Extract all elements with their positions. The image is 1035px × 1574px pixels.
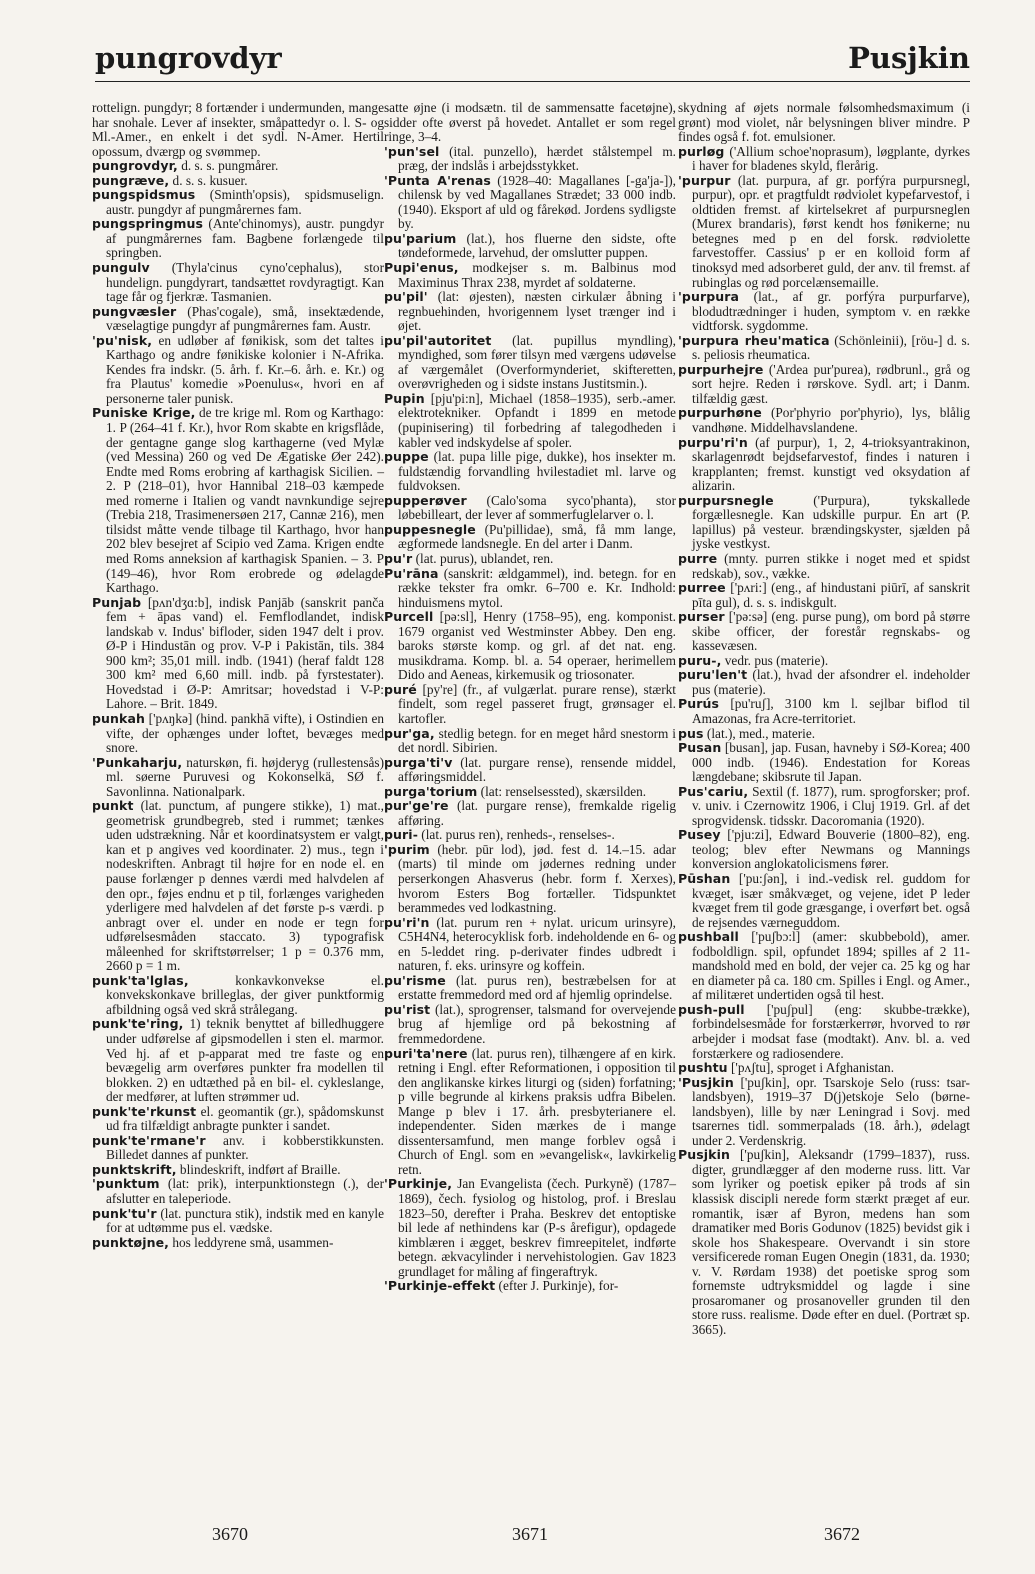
dictionary-entry bbox=[384, 974, 676, 1003]
entry-text: anv. i kobberstikkunsten. Billedet dannes af punkter. bbox=[106, 1132, 384, 1163]
dictionary-entry bbox=[92, 1105, 384, 1134]
entry-headword: purga'ti'v bbox=[384, 754, 453, 770]
entry-headword: Purús bbox=[678, 696, 720, 712]
dictionary-entry bbox=[92, 1207, 384, 1236]
entry-text: (lat: renselsessted), skærsilden. bbox=[477, 783, 647, 799]
entry-text: (lat. purgare rense), rensende middel, afføringsmiddel. bbox=[398, 754, 676, 785]
entry-text: (lat.), hos fluerne den sidste, ofte tøndeformede, larvehud, der omslutter puppen. bbox=[398, 230, 676, 261]
dictionary-entry bbox=[678, 872, 970, 930]
entry-text: (lat.), sprogrenser, talsmand for overvejende brug af hjemlige ord på bekostning af fremmedordene. bbox=[398, 1001, 676, 1046]
entry-headword: punktøjne, bbox=[92, 1234, 170, 1250]
entry-text: en udløber af fønikisk, som det taltes i Karthago og andre fønikiske kolonier i N-Afrika. Kendes fra indskr. (5. årh. f. Kr.–6. årh. e. Kr.) og fra Plautus' komedie »Poenulus«, hvori en af personerne taler punisk. bbox=[106, 332, 384, 406]
entry-text: skydning af øjets normale følsomhedsmaximum (i grønt) mod violet, når belysningen bliver mindre. P findes også f. fot. emulsioner. bbox=[678, 100, 970, 145]
entry-headword: pu'risme bbox=[384, 972, 446, 988]
entry-headword: 'pu'nisk, bbox=[92, 332, 153, 348]
dictionary-entry bbox=[384, 450, 676, 494]
entry-text: (lat. purpura, af gr. porfýra purpursnegl, purpur), opr. et pragtfuldt rødviolet kypefarvestof, i oldtiden fremst. af kirtelsekret af purpursneglen (Murex brandaris), først kendt hos fønikerne; nu betegnes med p en del forsk. rødviolette farvestoffer. Cassius' p er en kolloid form af tinoksyd med adsorberet guld, der anv. til fremst. af rubinglas og rød porcelænsemaille. bbox=[692, 172, 970, 290]
entry-headword: pu'ri'n bbox=[384, 914, 430, 930]
entry-headword: purløg bbox=[678, 143, 725, 159]
entry-text: (Calo'soma syco'phanta), stor løbebilleart, der lever af sommerfuglelarver o. l. bbox=[398, 492, 676, 523]
entry-text: (lat. purgare rense), fremkalde rigelig afføring. bbox=[398, 798, 676, 828]
entry-headword: Puniske Krige, bbox=[92, 405, 196, 421]
dictionary-entry bbox=[384, 552, 676, 567]
entry-text: (ital. punzello), hærdet stålstempel m. præg, der indslås i arbejdsstykket. bbox=[398, 143, 676, 174]
entry-text: ('Purpura), tykskallede forgællesnegle. Kan udskille purpur. En art (P. lapillus) på vesteur. brændingskyster, sjælden på jyske vestkyst. bbox=[692, 492, 970, 552]
column-1 bbox=[92, 101, 384, 1250]
entry-text: ['puʃbɔ:l] (amer: skubbebold), amer. fodboldlign. spil, opfundet 1894; spilles af 2 11-mandshold med en bold, der vejer ca. 25 kg og har en diameter på ca. 180 cm. Spilles i Engl. og Amer., af militæret undertiden også til hest. bbox=[692, 929, 970, 1003]
entry-headword: 'Purkinje, bbox=[384, 1176, 453, 1192]
entry-headword: 'Pusjkin bbox=[678, 1074, 734, 1090]
entry-headword: puru-, bbox=[678, 652, 722, 668]
entry-headword: puré bbox=[384, 681, 417, 697]
entry-text: (lat. purum ren + nylat. uricum urinsyre), C5H4N4, heterocyklisk forb. indeholdende en 6- og en 5-leddet ring. p-derivater findes udbredt i naturen, f. eks. urinsyre og koffein. bbox=[398, 914, 676, 974]
entry-text: blindeskrift, indført af Braille. bbox=[176, 1161, 341, 1177]
dictionary-entry bbox=[678, 406, 970, 435]
entry-text: vedr. pus (materie). bbox=[721, 652, 829, 668]
entry-text: ['puʃpul] (eng: skubbe-trække), forbindelsesmåde for forstærkerrør, hvorved to rør arbejder i modsat fase (modtakt). Anv. bl. a. ved forstærkere og radiosendere. bbox=[692, 1001, 970, 1061]
dictionary-entry bbox=[92, 596, 384, 712]
page-number-2: 3671 bbox=[512, 1524, 548, 1544]
entry-text: (sanskrit: ældgammel), ind. betegn. for en række tekster fra omkr. 6–700 e. Kr. Indhold: hinduismens mytol. bbox=[398, 565, 676, 610]
entry-text: modkejser s. m. Balbinus mod Maximinus Thrax 238, myrdet af soldaterne. bbox=[398, 260, 676, 290]
column-3 bbox=[678, 101, 970, 1337]
dictionary-entry bbox=[384, 799, 676, 828]
dictionary-entry bbox=[678, 436, 970, 494]
entry-text: [pu'ruʃ], 3100 km l. sejlbar biflod til Amazonas, fra Acre-territoriet. bbox=[692, 696, 970, 726]
entry-text: (efter J. Purkinje), for- bbox=[495, 1278, 619, 1294]
entry-text: (lat., af gr. porfýra purpurfarve), blodudtrædninger i huden, symptom v. en række vidtforsk. sygdomme. bbox=[692, 289, 970, 334]
entry-headword: Pusey bbox=[678, 827, 721, 843]
dictionary-entry bbox=[92, 334, 384, 407]
entry-headword: pus bbox=[678, 725, 704, 741]
entry-text: (Ante'chinomys), austr. pungdyr af pungmårernes fam. Bagbene forlængede til springben. bbox=[106, 216, 384, 261]
dictionary-entry bbox=[678, 828, 970, 872]
entry-text: (lat. pupa lille pige, dukke), hos insekter m. fuldstændig forvandling hvilestadiet ml. larve og fuldvoksen. bbox=[398, 449, 676, 494]
dictionary-entry bbox=[678, 697, 970, 726]
entry-text: (Phas'cogale), små, insektædende, væselagtige pungdyr af pungmårernes fam. Austr. bbox=[106, 303, 384, 334]
entry-headword: pungspringmus bbox=[92, 216, 204, 232]
entry-text: ('Allium schoe'noprasum), løgplante, dyrkes i haver for bladenes skyld, flerårig. bbox=[692, 143, 970, 174]
dictionary-entry bbox=[92, 101, 384, 159]
dictionary-entry bbox=[92, 1163, 384, 1178]
entry-headword: purpursnegle bbox=[678, 492, 774, 508]
entry-text: (1928–40: Magallanes [-ga'ja-]), chilensk by ved Magallanes Strædet; 33 000 indb. (1940). Eksport af uld og fårekød. Jordens sydligste by. bbox=[398, 172, 676, 232]
header-rule bbox=[95, 81, 970, 82]
dictionary-entry bbox=[384, 785, 676, 800]
entry-text: [busan], jap. Fusan, havneby i SØ-Korea; 400 000 indb. (1946). Endestation for Koreas længdebane; skibsrute til Japan. bbox=[692, 740, 970, 785]
entry-text: konkavkonvekse el. konvekskonkave brilleglas, der giver punktformig afbildning også ved skrå strålegang. bbox=[106, 972, 384, 1017]
running-header bbox=[95, 40, 970, 80]
dictionary-entry bbox=[678, 290, 970, 334]
entry-headword: Pupi'enus, bbox=[384, 260, 459, 276]
dictionary-entry bbox=[384, 334, 676, 392]
dictionary-entry bbox=[384, 610, 676, 683]
entry-headword: punk'tu'r bbox=[92, 1205, 157, 1221]
entry-text: (lat.), hvad der afsondrer el. indeholder pus (materie). bbox=[692, 667, 970, 697]
entry-headword: 'Punkaharju, bbox=[92, 754, 183, 770]
dictionary-entry bbox=[92, 305, 384, 334]
entry-headword: pushball bbox=[678, 929, 739, 945]
entry-headword: punk'te'rkunst bbox=[92, 1103, 197, 1119]
dictionary-entry bbox=[92, 406, 384, 595]
dictionary-entry bbox=[92, 799, 384, 974]
entry-headword: punktskrift, bbox=[92, 1161, 177, 1177]
entry-text: (lat: prik), interpunktionstegn (.), der afslutter en taleperiode. bbox=[106, 1176, 384, 1207]
entry-text: Jan Evangelista (čech. Purkyně) (1787–1869), čech. fysiolog og histolog, prof. i Breslau 1823–50, derefter i Praha. Beskrev det entoptiske bil lede af nethindens kar (P-s årefigur), opdagede kimblæren i ægget, beskrev fimreepitelet, indførte betegn. ækvacylinder i nervehistologien. Gav 1823 grundlaget for måling af fingeraftryk. bbox=[398, 1176, 676, 1279]
entry-headword: pu'pil' bbox=[384, 289, 428, 305]
entry-text: (af purpur), 1, 2, 4-trioksyantrakinon, skarlagenrødt bejdsefarvestof, findes i naturen i krapplanten; fremst. kunstigt ved oksydation af alizarin. bbox=[692, 434, 970, 494]
dictionary-entry bbox=[384, 261, 676, 290]
entry-text: [pə:sl], Henry (1758–95), eng. komponist. 1679 organist ved Westminster Abbey. Den eng. baroks største komp. og grl. af det nat. eng. musikdrama. Komp. bl. a. 54 operaer, herimellem Dido and Aeneas, kirkemusik og triosonater. bbox=[398, 609, 676, 683]
dictionary-entry bbox=[678, 552, 970, 581]
entry-text: (lat.), med., materie. bbox=[703, 725, 816, 741]
entry-headword: punk'ta'lglas, bbox=[92, 972, 189, 988]
entry-text: (lat. purus ren), bestræbelsen for at erstatte fremmedord med ord af hjemlig oprindelse. bbox=[398, 972, 676, 1003]
entry-text: [py're] (fr., af vulgærlat. purare rense), stærkt findelt, som regel passeret frugt, grønsager el. kartofler. bbox=[398, 681, 676, 726]
header-last-headword: Pusjkin bbox=[848, 41, 970, 75]
entry-headword: purree bbox=[678, 580, 726, 596]
entry-headword: purga'torium bbox=[384, 783, 478, 799]
entry-text: ['pju:zi], Edward Bouverie (1800–82), eng. teolog; blev efter Newmans og Mannings konversion anglokatolicismens fører. bbox=[692, 827, 970, 872]
entry-headword: punk'te'ring, bbox=[92, 1016, 184, 1032]
dictionary-entry bbox=[384, 843, 676, 916]
entry-text: Sextil (f. 1877), rum. sprogforsker; prof. v. univ. i Czernowitz 1906, i Cluj 1919. Grl. af det sprogvidensk. tidsskr. Dacoromania (1920). bbox=[692, 783, 970, 828]
dictionary-entry bbox=[678, 1003, 970, 1061]
dictionary-entry bbox=[384, 567, 676, 611]
entry-headword: puppe bbox=[384, 449, 429, 465]
entry-headword: pu'parium bbox=[384, 230, 457, 246]
entry-text: (lat. pupillus myndling), myndighed, som fører tilsyn med værgens udøvelse af værgemålet (Overformynderiet, skifteretten, overøvrigheden og i sidste instans Justitsmin.). bbox=[398, 332, 676, 392]
entry-headword: Pusan bbox=[678, 740, 722, 756]
page-number-3: 3672 bbox=[824, 1524, 860, 1544]
dictionary-entry bbox=[384, 232, 676, 261]
dictionary-entry bbox=[678, 727, 970, 742]
entry-headword: 'purpur bbox=[678, 172, 731, 188]
entry-headword: purre bbox=[678, 550, 718, 566]
entry-headword: puri- bbox=[384, 827, 418, 843]
entry-headword: 'Punta A'renas bbox=[384, 172, 491, 188]
entry-headword: pungrovdyr, bbox=[92, 158, 178, 174]
dictionary-entry bbox=[92, 1134, 384, 1163]
entry-text: 1) teknik benyttet af billedhuggere under udførelse af gipsmodellen i sten el. marmor. Ved hj. af et p-apparat med tre faste og en bevægelig arm overføres punkter fra modellen til blokken. 2) en udtæthed på en bil- el. cykleslange, der medfører, at luften strømmer ud. bbox=[106, 1016, 384, 1105]
entry-text: ['pʌri:] (eng., af hindustani piūrī, af sanskrit pīta gul), d. s. s. indiskgult. bbox=[692, 580, 970, 610]
dictionary-entry bbox=[678, 1148, 970, 1337]
entry-text: (lat: øjesten), næsten cirkulær åbning i regnbuehinden, hvorigennem lyset trænger ind i øjet. bbox=[398, 289, 676, 334]
dictionary-entry bbox=[678, 494, 970, 552]
entry-text: (Schönleinii), [röu-] d. s. s. peliosis rheumatica. bbox=[692, 332, 970, 363]
dictionary-entry bbox=[92, 174, 384, 189]
page-number-1: 3670 bbox=[212, 1524, 248, 1544]
entry-headword: pungulv bbox=[92, 260, 150, 276]
dictionary-entry bbox=[384, 290, 676, 334]
entry-text: ['pu:ʃən], i ind.-vedisk rel. guddom for kvæget, især småkvæget, og vejene, idet P leder kvæget frem til gode græsgange, i overført bet. også de rejsendes værneguddom. bbox=[692, 870, 970, 930]
entry-text: (Thyla'cinus cyno'cephalus), stor hundelign. pungdyrart, tandsættet rovdyragtigt. Kan tage får og fjerkræ. Tasmanien. bbox=[106, 260, 384, 305]
dictionary-entry bbox=[92, 159, 384, 174]
dictionary-entry bbox=[92, 712, 384, 756]
entry-headword: purpurhøne bbox=[678, 405, 762, 421]
entry-text: (lat. purus), ublandet, ren. bbox=[412, 550, 554, 566]
entry-text: naturskøn, fi. højderyg (rullestensås) ml. søerne Puruvesi og Kokonselkä, SØ f. Savonlinna. Nationalpark. bbox=[106, 754, 384, 799]
dictionary-entry bbox=[384, 494, 676, 523]
dictionary-entry bbox=[678, 174, 970, 290]
entry-headword: 'Purkinje-effekt bbox=[384, 1278, 496, 1294]
dictionary-entry bbox=[678, 334, 970, 363]
dictionary-entry bbox=[92, 261, 384, 305]
entry-text: stedlig betegn. for en meget hård snestorm i det nordl. Sibirien. bbox=[398, 725, 676, 756]
dictionary-entry bbox=[384, 916, 676, 974]
entry-text: (lat. punctum, af pungere stikke), 1) mat., geometrisk grundbegreb, sted i rummet; tænkes uden udstrækning. Når et koordinatsystem er valgt, kan et p angives ved koordinater. 2) mus., tegn i nodeskriften. Anbragt til højre for en node el. en pause forlænger p dennes værdi med halvdelen af den opr., føjes endnu et p til, forlænges varigheden yderligere med halvdelen af det første p-s værdi. p anbragt over el. under en node er tegn for udførelsesmåden staccato. 3) typografisk måleenhed for skriftstørrelser; 1 p = 0.376 mm, 2660 p = 1 m. bbox=[106, 798, 384, 974]
dictionary-entry bbox=[92, 1236, 384, 1251]
entry-headword: Pūshan bbox=[678, 870, 731, 886]
dictionary-entry bbox=[678, 1061, 970, 1076]
header-first-headword: pungrovdyr bbox=[95, 41, 282, 75]
dictionary-entry bbox=[384, 756, 676, 785]
entry-headword: puru'len't bbox=[678, 667, 748, 683]
entry-text: de tre krige ml. Rom og Karthago: 1. P (264–41 f. Kr.), hvor Rom skabte en krigsflåde, der gentagne gange slog karthagerne (ved Mylæ (ved Messina) 260 og ved De Ægatiske Øer 242). Endte med Roms erobring af karthagisk Sicilien. – 2. P (218–01), hvor Hannibal 218–03 kæmpede med romerne i Italien og vandt navnkundige sejre (Trebia 218, Trasimenersøen 217, Cannæ 216), men tilsidst måtte vende tilbage til Karthago, hvor han 202 blev besejret af Scipio ved Zama. Krigen endte med Roms anneksion af karthagisk Spanien. – 3. P (149–46), hvor Rom erobrede og ødelagde Karthago. bbox=[106, 405, 384, 596]
entry-headword: 'purpura bbox=[678, 289, 740, 305]
dictionary-entry bbox=[92, 1017, 384, 1104]
dictionary-entry bbox=[678, 785, 970, 829]
dictionary-entry bbox=[384, 1177, 676, 1279]
entry-headword: pur'ga, bbox=[384, 725, 435, 741]
dictionary-entry bbox=[384, 1047, 676, 1178]
entry-text: ['puʃkin], opr. Tsarskoje Selo (russ: tsar-landsbyen), 1919–37 D(j)etskoje Selo (børne-landsbyen), lille by nær Leningrad i Sovj. med tsarernes tidl. sommerpalads (18. årh.), ødelagt under 2. Verdenskrig. bbox=[692, 1074, 970, 1148]
entry-text: satte øjne (i modsætn. til de sammensatte facetøjne), sidder ofte øverst på hovedet. Antallet er som regel ringe, 3–4. bbox=[384, 100, 676, 145]
entry-text: rottelign. pungdyr; 8 fortænder i undermunden, mange har snohale. Lever af insekter, småpattedyr o. l. S- og Ml.-Amer., en enkelt i det sydl. N-Amer. Hertil opossum, dværgp og svømmep. bbox=[92, 100, 384, 159]
entry-text: el. geomantik (gr.), spådomskunst ud fra tilfældigt anbragte punkter i sandet. bbox=[106, 1103, 384, 1134]
entry-headword: 'punktum bbox=[92, 1176, 160, 1192]
entry-text: d. s. s. pungmårer. bbox=[177, 158, 279, 174]
entry-text: hos leddyrene små, usammen- bbox=[169, 1234, 334, 1250]
dictionary-entry bbox=[678, 610, 970, 654]
entry-text: ('Ardea pur'purea), rødbrunl., grå og sort hejre. Reden i rørskove. Sydl. art; i Danm. tilfældig gæst. bbox=[692, 361, 970, 406]
column-2 bbox=[384, 101, 676, 1294]
entry-headword: pu'pil'autoritet bbox=[384, 332, 492, 348]
entry-text: (lat. purus ren), tilhængere af en kirk. retning i Engl. efter Reformationen, i opposition til den anglikanske kirkes liturgi og (siden) forfatning; p ville begrunde al kirkens praksis udfra Bibelen. Mange p blev i 17. årh. presbyterianere el. independenter. Siden mærkes de i mange dissentersamfund, men mange forblev også i Church of Engl. som en »evangelisk«, lavkirkelig retn. bbox=[398, 1045, 676, 1177]
entry-text: ['pʌŋkə] (hind. pankhā vifte), i Ostindien en vifte, der ophænges under loftet, bevæges med snore. bbox=[106, 710, 384, 756]
dictionary-entry bbox=[678, 741, 970, 785]
entry-headword: purpu'ri'n bbox=[678, 434, 748, 450]
entry-headword: pungvæsler bbox=[92, 303, 177, 319]
dictionary-entry bbox=[92, 188, 384, 217]
entry-text: [pʌn'dʒɑ:b], indisk Panjāb (sanskrit panča fem + āpas vand) el. Femflodlandet, indisk landskab v. Indus' bifloder, siden 1947 delt i prov. Ø-P i Hindustān og prov. V-P i Pakistān, tils. 384 900 km²; 35,01 mill. indb. (1941) (heraf faldt 128 300 km² med 6,60 mill. indb. på fyrstestater). Hovedstad i Ø-P: Amritsar; hovedstad i V-P: Lahore. – Brit. 1849. bbox=[106, 594, 384, 712]
entry-headword: Pus'cariu, bbox=[678, 783, 749, 799]
dictionary-entry bbox=[678, 930, 970, 1003]
entry-headword: 'purim bbox=[384, 841, 430, 857]
dictionary-entry bbox=[92, 756, 384, 800]
dictionary-entry bbox=[384, 1279, 676, 1294]
entry-text: (mnty. purren stikke i noget med et spidst redskab), sov., vække. bbox=[692, 550, 970, 581]
entry-headword: punk'te'rmane'r bbox=[92, 1132, 206, 1148]
dictionary-entry bbox=[92, 217, 384, 261]
entry-headword: Pu'rāna bbox=[384, 565, 439, 581]
dictionary-entry bbox=[678, 654, 970, 669]
entry-headword: pushtu bbox=[678, 1060, 728, 1076]
dictionary-entry bbox=[678, 1076, 970, 1149]
dictionary-entry bbox=[92, 1177, 384, 1206]
dictionary-entry bbox=[384, 523, 676, 552]
entry-text: [pju'pi:n], Michael (1858–1935), serb.-amer. elektrotekniker. Opfandt i 1899 en metode (pupinisering) til forbedring af talegodheden i kabler ved indskydelse af spoler. bbox=[398, 390, 676, 450]
dictionary-entry bbox=[678, 145, 970, 174]
entry-headword: Pupin bbox=[384, 390, 425, 406]
entry-text: ['puʃkin], Aleksandr (1799–1837), russ. digter, grundlægger af den moderne russ. litt. Var som lyriker og poetisk epiker på trods af sin klassisk discipli nerede form stærkt præget af eur. romantik, især af Byron, medens han som dramatiker med Boris Godunov (1825) bevidst gik i skole hos Shakespeare. Overvandt i sin store versificerede roman Eugen Onegin (1831, da. 1930; v. V. Rørdam 1938) det poetiske sprog som fornemste udtryksmiddel og lagde i sine prosaromaner og prosanoveller grunden til den store russ. realisme. Døde efter en duel. (Portræt sp. 3665). bbox=[692, 1147, 970, 1337]
entry-headword: purpurhejre bbox=[678, 361, 764, 377]
entry-text: (Pu'pillidae), små, få mm lange, ægformede landsnegle. En del arter i Danm. bbox=[398, 521, 676, 552]
entry-text: (lat. punctura stik), indstik med en kanyle for at udtømme pus el. vædske. bbox=[106, 1205, 384, 1236]
dictionary-entry bbox=[678, 668, 970, 697]
dictionary-entry bbox=[384, 727, 676, 756]
dictionary-entry bbox=[384, 683, 676, 727]
entry-text: ['pʌʃtu], sproget i Afghanistan. bbox=[727, 1060, 895, 1076]
entry-text: (Por'phyrio por'phyrio), lys, blålig vandhøne. Middelhavslandene. bbox=[692, 405, 970, 436]
dictionary-entry bbox=[384, 1003, 676, 1047]
entry-headword: Punjab bbox=[92, 594, 142, 610]
dictionary-entry bbox=[384, 101, 676, 145]
entry-text: d. s. s. kusuer. bbox=[169, 172, 248, 188]
entry-headword: punkt bbox=[92, 798, 134, 814]
dictionary-entry bbox=[678, 581, 970, 610]
entry-headword: punkah bbox=[92, 710, 145, 726]
entry-text: (Sminth'opsis), spidsmuselign. austr. pungdyr af pungmårernes fam. bbox=[106, 187, 384, 217]
entry-headword: push-pull bbox=[678, 1001, 745, 1017]
dictionary-entry bbox=[384, 828, 676, 843]
entry-headword: pungspidsmus bbox=[92, 187, 196, 203]
entry-headword: purser bbox=[678, 609, 725, 625]
dictionary-entry bbox=[384, 392, 676, 450]
entry-headword: Pusjkin bbox=[678, 1147, 730, 1163]
entry-headword: pur'ge're bbox=[384, 798, 449, 814]
entry-headword: puppesnegle bbox=[384, 521, 476, 537]
entry-headword: pungræve, bbox=[92, 172, 170, 188]
entry-text: ['pə:sə] (eng. purse pung), om bord på større skibe officer, der forestår regnskabs- og kassevæsen. bbox=[692, 609, 970, 654]
dictionary-entry bbox=[92, 974, 384, 1018]
entry-headword: Purcell bbox=[384, 609, 434, 625]
entry-headword: pu'rist bbox=[384, 1001, 431, 1017]
entry-headword: puri'ta'nere bbox=[384, 1045, 468, 1061]
entry-headword: 'purpura rheu'matica bbox=[678, 332, 830, 348]
dictionary-entry bbox=[384, 174, 676, 232]
dictionary-entry bbox=[678, 363, 970, 407]
entry-text: (lat. purus ren), renheds-, renselses-. bbox=[417, 827, 615, 843]
entry-text: (hebr. pūr lod), jød. fest d. 14.–15. adar (marts) til minde om jødernes redning under perserkongen Ahasverus (hebr. form f. Xerxes), hvorom Esters Bog fortæller. Tidspunktet berammedes ved lodkastning. bbox=[398, 841, 676, 916]
dictionary-entry bbox=[384, 145, 676, 174]
entry-headword: pu'r bbox=[384, 550, 413, 566]
entry-headword: 'pun'sel bbox=[384, 143, 440, 159]
dictionary-entry bbox=[678, 101, 970, 145]
entry-headword: pupperøver bbox=[384, 492, 467, 508]
